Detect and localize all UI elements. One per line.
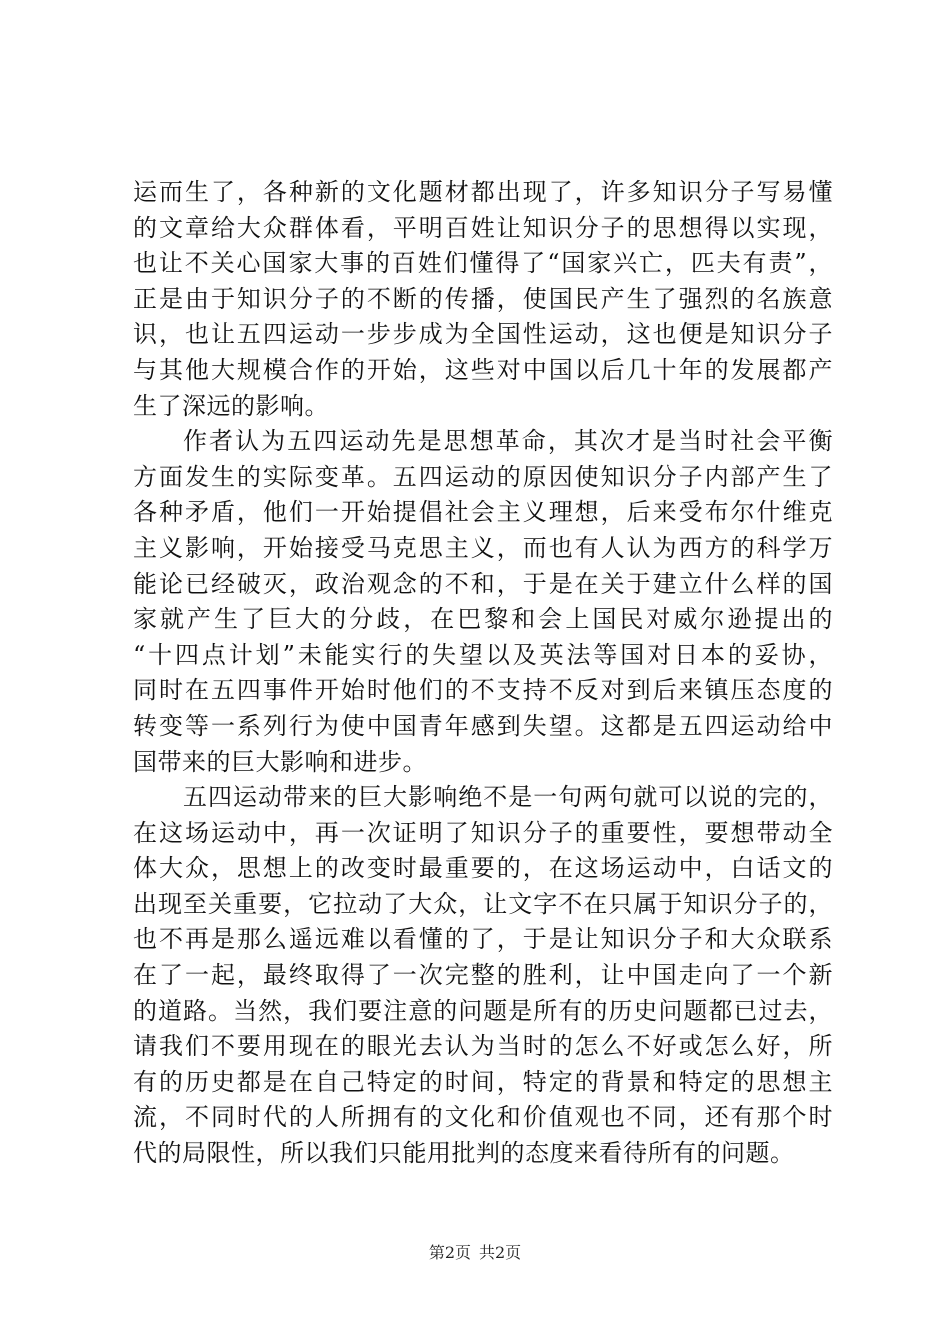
text-line: 家就产生了巨大的分歧，在巴黎和会上国民对威尔逊提出的 [133,605,833,634]
text-line: 正是由于知识分子的不断的传播，使国民产生了强烈的名族意 [133,284,833,313]
text-line: 出现至关重要，它拉动了大众，让文字不在只属于知识分子的， [133,889,833,918]
text-line: 方面发生的实际变革。五四运动的原因使知识分子内部产生了 [133,462,833,491]
text-line: 的道路。当然，我们要注意的问题是所有的历史问题都已过去， [133,996,833,1025]
text-line: 转变等一系列行为使中国青年感到失望。这都是五四运动给中 [133,711,833,740]
paragraph [133,424,833,780]
text-line: 流，不同时代的人所拥有的文化和价值观也不同，还有那个时 [133,1103,833,1132]
text-line: 也不再是那么遥远难以看懂的了，于是让知识分子和大众联系 [133,925,833,954]
text-line: 识，也让五四运动一步步成为全国性运动，这也便是知识分子 [133,320,833,349]
text-line: 作者认为五四运动先是思想革命，其次才是当时社会平衡 [183,427,833,456]
text-line: 生了深远的影响。 [133,391,329,420]
page-footer [0,1243,950,1263]
text-line: 五四运动带来的巨大影响绝不是一句两句就可以说的完的， [183,783,833,812]
document-body [133,175,833,1172]
paragraph [133,780,833,1172]
text-line: 请我们不要用现在的眼光去认为当时的怎么不好或怎么好，所 [133,1032,833,1061]
page-number: 第2页 [428,1243,471,1262]
text-line: 在了一起，最终取得了一次完整的胜利，让中国走向了一个新 [133,961,833,990]
text-line: “十四点计划”未能实行的失望以及英法等国对日本的妥协， [133,640,833,669]
text-line: 各种矛盾，他们一开始提倡社会主义理想，后来受布尔什维克 [133,498,833,527]
page-total: 共2页 [479,1243,522,1262]
text-line: 也让不关心国家大事的百姓们懂得了“国家兴亡，匹夫有责”， [133,249,833,278]
text-line: 与其他大规模合作的开始，这些对中国以后几十年的发展都产 [133,355,833,384]
text-line: 同时在五四事件开始时他们的不支持不反对到后来镇压态度的 [133,676,833,705]
text-line: 主义影响，开始接受马克思主义，而也有人认为西方的科学万 [133,533,833,562]
text-line: 的文章给大众群体看，平明百姓让知识分子的思想得以实现， [133,213,833,242]
text-line: 在这场运动中，再一次证明了知识分子的重要性，要想带动全 [133,818,833,847]
text-line: 国带来的巨大影响和进步。 [133,747,427,776]
text-line: 有的历史都是在自己特定的时间，特定的背景和特定的思想主 [133,1067,833,1096]
text-line: 体大众，思想上的改变时最重要的，在这场运动中，白话文的 [133,854,833,883]
paragraph [133,175,833,424]
text-line: 能论已经破灭，政治观念的不和，于是在关于建立什么样的国 [133,569,833,598]
text-line: 代的局限性，所以我们只能用批判的态度来看待所有的问题。 [133,1139,795,1168]
text-line: 运而生了，各种新的文化题材都出现了，许多知识分子写易懂 [133,178,833,206]
